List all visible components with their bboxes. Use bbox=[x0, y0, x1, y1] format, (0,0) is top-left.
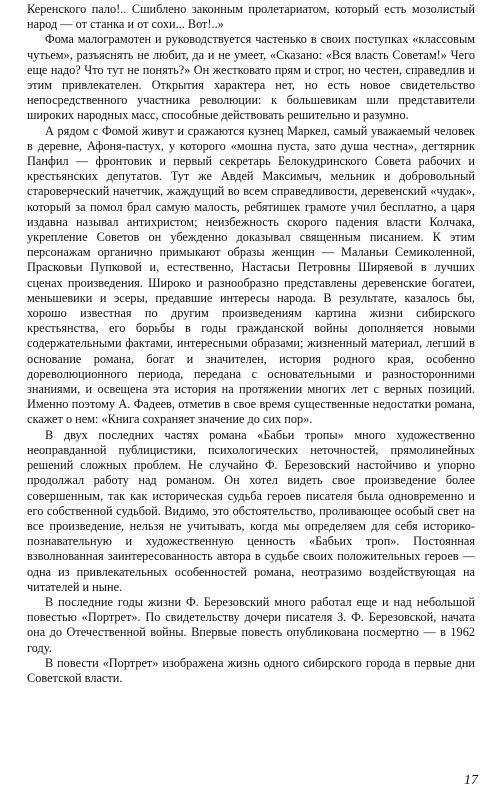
page-number: 17 bbox=[464, 773, 478, 788]
paragraph-2: Фома малограмотен и руководствуется частенько в своих поступках «классовым чутьем», разъяснять не любит, да и не умеет, «Сказано: «Вся власть Советам!» Чего еще надо? Что тут не понять?» Он жестковато прям и строг, но честен, справедлив и этим привлекателен. Открытия характера нет, но есть новое свидетельство непосредственного участника революции: к большевикам шли представители широких народных масс, способные действовать решительно и разумно. bbox=[27, 32, 475, 123]
page-text bbox=[27, 2, 475, 686]
paragraph-1: Керенского пало!.. Сшиблено законным пролетариатом, который есть мозолистый народ — от станка и от сохи... Вот!..» bbox=[27, 2, 475, 32]
paragraph-5: В последние годы жизни Ф. Березовский много работал еще и над небольшой повестью «Портрет». По свидетельству дочери писателя З. Ф. Березовской, начата она до Отечественной войны. Впервые повесть опубликована посмертно — в 1962 году. bbox=[27, 594, 475, 655]
paragraph-6: В повести «Портрет» изображена жизнь одного сибирского города в первые дни Советской власти. bbox=[27, 655, 475, 685]
paragraph-4: В двух последних частях романа «Бабьи тропы» много художественно неоправданной публицистики, психологических неточностей, прямолинейных решений сложных проблем. Не случайно Ф. Березовский настойчиво и упорно продолжал работу над романом. Он хотел видеть свое произведение более совершенным, так как историческая судьба героев писателя была одновременно и его собственной судьбой. Видимо, это обстоятельство, проливающее особый свет на все произведение, нельзя не учитывать, когда мы определяем для себя историко-познавательную и художественную ценность «Бабьих троп». Постоянная взволнованная заинтересованность автора в судьбе своих положительных героев — одна из привлекательных особенностей романа, неотразимо воздействующая на читателей и ныне. bbox=[27, 427, 475, 594]
paragraph-3: А рядом с Фомой живут и сражаются кузнец Маркел, самый уважаемый человек в деревне, Афоня-пастух, у которого «мошна пуста, зато душа честна», дегтярник Панфил — фронтовик и первый секретарь Белокудринского Совета рабочих и крестьянских депутатов. Тут же Авдей Максимыч, мельник и добровольный староверческий начетчик, жаждущий во всем справедливости, деревенский «чудак», который за помол брал самую малость, ребятишек грамоте учил бесплатно, а царя издавна называл антихристом; неизбежность скорого падения власти Колчака, укрепление Советов он убежденно доказывал священным писанием. К этим персонажам органично примыкают образы женщин — Маланьи Семиколенной, Прасковьи Пупковой и, естественно, Настасьи Петровны Ширяевой в лучших сценах произведения. Широко и разнообразно представлены деревенские богатеи, меньшевики и эсеры, предавшие интересы народа. В результате, казалось бы, хорошо известная по другим произведениям картина жизни сибирского крестьянства, его борьбы в годы гражданской войны дополняется новыми содержательными фактами, интересными образами; жизненный материал, легший в основание романа, богат и значителен, история родного края, особенно дореволюционного периода, передана с основательными и разносторонними знаниями, и освещена эта история на протяжении многих лет с верных позиций. Именно поэтому А. Фадеев, отметив в свое время существенные недостатки романа, скажет о нем: «Книга сохраняет значение до сих пор». bbox=[27, 123, 475, 427]
